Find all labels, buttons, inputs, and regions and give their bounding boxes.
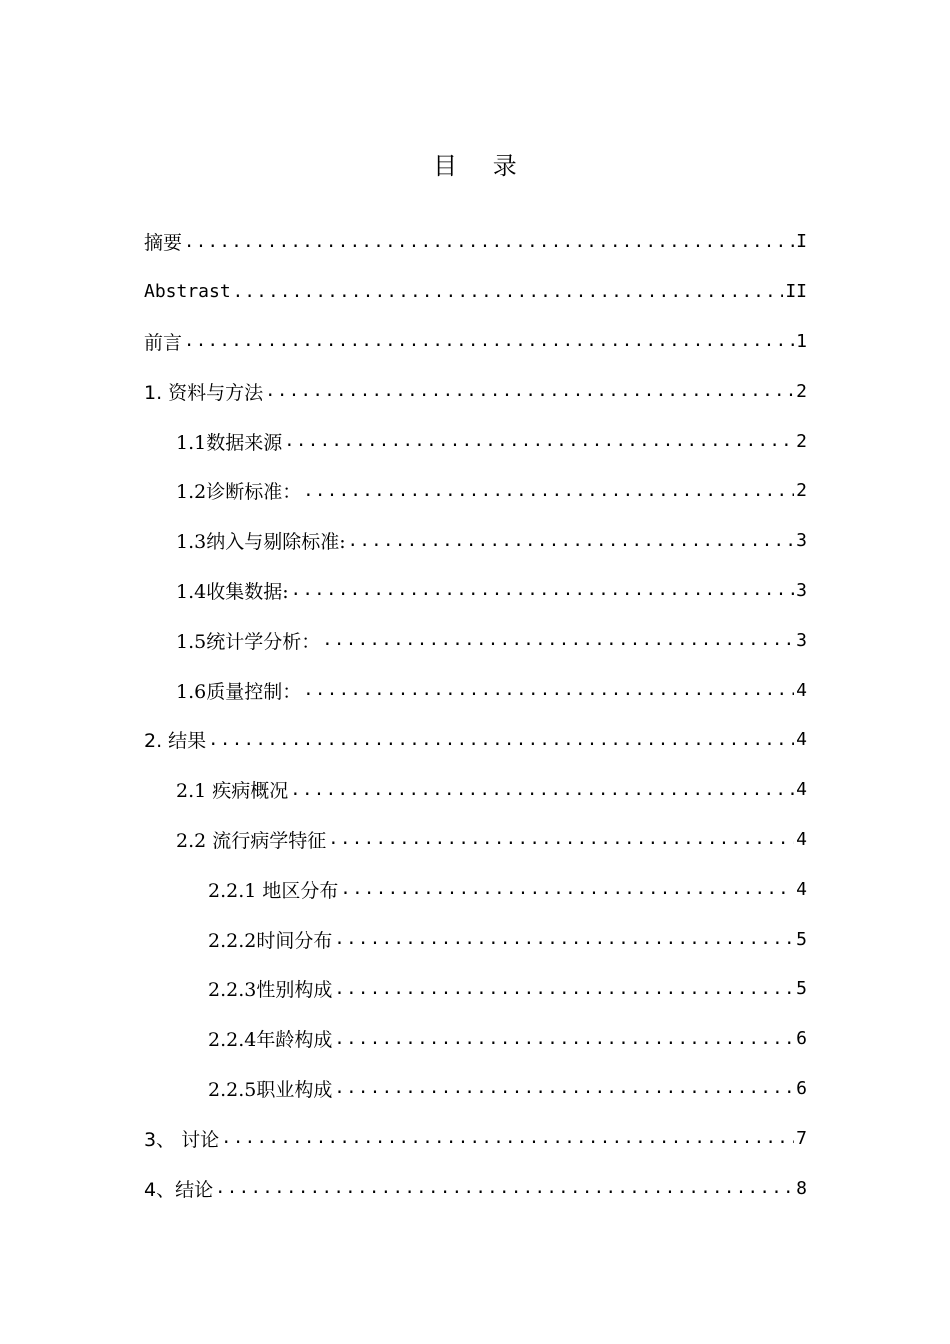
toc-entry-section-1-1[interactable] xyxy=(176,416,807,466)
toc-entry-page: 4 xyxy=(796,828,807,850)
toc-entry-label: 2.2.2时间分布 xyxy=(208,929,333,952)
toc-entry-page: 7 xyxy=(796,1127,807,1149)
toc-entry-page: 3 xyxy=(796,530,807,552)
toc-dot-leader xyxy=(184,232,794,252)
toc-dot-leader xyxy=(334,979,794,999)
toc-entry-section-2-2-4[interactable] xyxy=(208,1014,807,1064)
toc-entry-label: 2.1 疾病概况 xyxy=(176,780,289,803)
toc-entry-preface[interactable] xyxy=(144,317,807,367)
toc-dot-leader xyxy=(284,431,794,451)
toc-entry-label: 前言 xyxy=(144,331,183,354)
toc-dot-leader xyxy=(340,879,794,899)
toc-entry-label: 2.2.5职业构成 xyxy=(208,1078,333,1101)
toc-dot-leader xyxy=(322,630,794,650)
toc-entry-page: 1 xyxy=(796,330,807,352)
toc-entry-label: 2.2.3性别构成 xyxy=(208,979,333,1002)
toc-entry-section-3[interactable] xyxy=(144,1113,807,1163)
toc-entry-section-1-5[interactable] xyxy=(176,615,807,665)
toc-dot-leader xyxy=(290,780,794,800)
toc-entry-section-1-6[interactable] xyxy=(176,665,807,715)
toc-entry-label: 2.2.1 地区分布 xyxy=(208,879,339,902)
toc-entry-label: 1.6质量控制： xyxy=(176,680,302,703)
toc-dot-leader xyxy=(334,929,794,949)
page-title: 目 录 xyxy=(433,152,531,180)
toc-entry-section-2-2[interactable] xyxy=(176,815,807,865)
toc-entry-label: 1.2诊断标准： xyxy=(176,481,302,504)
toc-entry-label: 2.2 流行病学特征 xyxy=(176,829,327,852)
toc-entry-page: 3 xyxy=(796,579,807,601)
toc-entry-label: 2.2.4年龄构成 xyxy=(208,1029,333,1052)
toc-dot-leader xyxy=(233,282,784,302)
toc-entry-label: 4、结论 xyxy=(144,1178,214,1201)
toc-entry-page: 4 xyxy=(796,878,807,900)
toc-dot-leader xyxy=(334,1078,794,1098)
toc-dot-leader xyxy=(208,730,794,750)
toc-entry-page: 4 xyxy=(796,779,807,801)
toc-entry-page: 4 xyxy=(796,729,807,751)
toc-dot-leader xyxy=(348,531,795,551)
toc-entry-page: 5 xyxy=(796,928,807,950)
toc-entry-page: 8 xyxy=(796,1177,807,1199)
toc-entry-page: 2 xyxy=(796,380,807,402)
toc-entry-label: 3、 讨论 xyxy=(144,1128,220,1151)
toc-entry-label: 1.1数据来源 xyxy=(176,431,283,454)
toc-entry-page: 2 xyxy=(796,480,807,502)
toc-entry-section-2-1[interactable] xyxy=(176,765,807,815)
toc-entry-label: 1.5统计学分析： xyxy=(176,630,321,653)
toc-entry-section-1-3[interactable] xyxy=(176,516,807,566)
toc-dot-leader xyxy=(328,829,794,849)
toc-entry-page: 4 xyxy=(796,679,807,701)
toc-entry-page: 3 xyxy=(796,629,807,651)
toc-entry-page: 2 xyxy=(796,430,807,452)
toc-dot-leader xyxy=(291,580,795,600)
toc-entry-page: II xyxy=(785,281,807,303)
toc-dot-leader xyxy=(221,1128,794,1148)
toc-entry-label: 1.4收集数据: xyxy=(176,580,289,603)
table-of-contents xyxy=(0,217,950,1213)
toc-entry-section-2[interactable] xyxy=(144,715,807,765)
toc-dot-leader xyxy=(303,680,794,700)
toc-entry-section-2-2-3[interactable] xyxy=(208,964,807,1014)
toc-dot-leader xyxy=(265,381,794,401)
toc-entry-section-1-4[interactable] xyxy=(176,566,807,616)
toc-entry-section-4[interactable] xyxy=(144,1163,807,1213)
toc-entry-label: 1. 资料与方法 xyxy=(144,381,264,404)
toc-entry-page: 5 xyxy=(796,978,807,1000)
toc-entry-section-2-2-5[interactable] xyxy=(208,1064,807,1114)
toc-dot-leader xyxy=(215,1178,794,1198)
toc-entry-label: 摘要 xyxy=(144,232,183,255)
toc-entry-page: 6 xyxy=(796,1028,807,1050)
toc-entry-abstract-cn[interactable] xyxy=(144,217,807,267)
toc-entry-abstract-en[interactable] xyxy=(144,267,807,317)
toc-entry-section-2-2-2[interactable] xyxy=(208,914,807,964)
toc-entry-section-1[interactable] xyxy=(144,366,807,416)
toc-entry-section-2-2-1[interactable] xyxy=(208,864,807,914)
toc-dot-leader xyxy=(334,1029,794,1049)
toc-entry-label: 2. 结果 xyxy=(144,730,207,753)
toc-entry-label: 1.3纳入与剔除标准: xyxy=(176,531,346,554)
toc-dot-leader xyxy=(184,331,794,351)
toc-entry-page: I xyxy=(796,231,807,253)
toc-dot-leader xyxy=(303,481,794,501)
toc-entry-page: 6 xyxy=(796,1077,807,1099)
toc-entry-section-1-2[interactable] xyxy=(176,466,807,516)
toc-entry-label: Abstrast xyxy=(144,281,231,303)
